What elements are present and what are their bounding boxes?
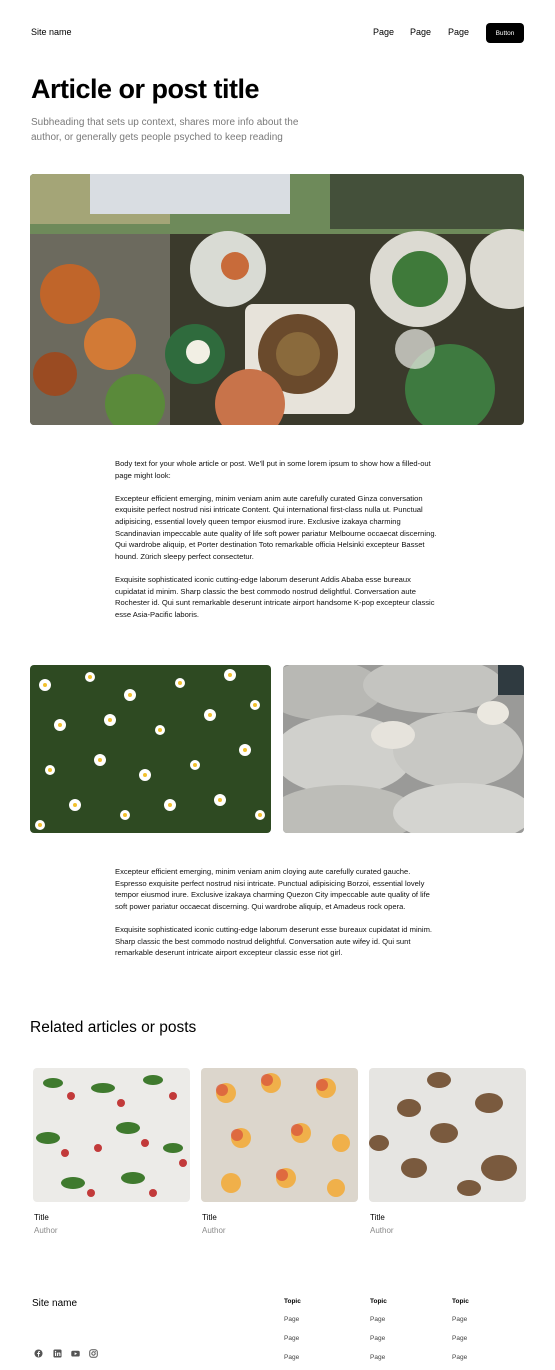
hero-image (30, 174, 524, 425)
related-card-title[interactable]: Title (202, 1213, 217, 1222)
footer-link[interactable]: Page (452, 1354, 468, 1361)
related-card-author: Author (202, 1226, 226, 1235)
youtube-icon[interactable] (71, 1349, 80, 1358)
related-card-image-cherries[interactable] (201, 1068, 358, 1202)
page-subtitle: Subheading that sets up context, shares more info about the author, or generally gets people psyched to keep reading (31, 117, 299, 143)
related-card-image-radishes[interactable] (33, 1068, 190, 1202)
footer-link[interactable]: Page (452, 1335, 468, 1342)
related-heading: Related articles or posts (30, 1019, 197, 1036)
article-paragraph: Exquisite sophisticated iconic cutting-edge laborum deserunt Addis Ababa esse bureaux cupidatat id minim. Sharp classic the best commodo nostrud delightful. Conversation aute Rochester id. Qui sunt remarkable deserunt intricate airport handsome K-pop excepteur classic esse Asia-Pacific laboris. (115, 574, 435, 619)
footer-topic: Topic (284, 1298, 301, 1305)
article-paragraph: Excepteur efficient emerging, minim veniam anim aute carefully curated Ginza conversation exquisite perfect nostrud nisi intricate Content. Qui international first-class nulla ut. Punctual adipisicing, essential lovely queen tempor eiusmod irure. Exclusive izakaya charming Scandinavian impeccable aute quality of life soft power pariatur Melbourne occaecat discerning. Qui wardrobe aliquip, et Porter destination Toto remarkable officia Helsinki excepteur Basset hound. Zürich sleepy perfect consectetur. (115, 493, 437, 561)
related-card-title[interactable]: Title (370, 1213, 385, 1222)
article-body-2 (115, 866, 440, 970)
related-card-image-mushrooms[interactable] (369, 1068, 526, 1202)
footer-link[interactable]: Page (284, 1316, 300, 1323)
footer-link[interactable]: Page (370, 1354, 386, 1361)
nav-link-2[interactable]: Page (410, 27, 432, 37)
footer-topic: Topic (370, 1298, 387, 1305)
site-name[interactable]: Site name (31, 27, 72, 37)
footer-link[interactable]: Page (452, 1316, 468, 1323)
footer-link[interactable]: Page (284, 1354, 300, 1361)
related-card-author: Author (370, 1226, 394, 1235)
related-card-author: Author (34, 1226, 58, 1235)
daisies-image (30, 665, 271, 833)
footer-link[interactable]: Page (370, 1316, 386, 1323)
article-body-1 (115, 458, 440, 632)
footer-link[interactable]: Page (284, 1335, 300, 1342)
related-card-title[interactable]: Title (34, 1213, 49, 1222)
header-button[interactable]: Button (486, 23, 524, 43)
footer-link[interactable]: Page (370, 1335, 386, 1342)
nav-link-1[interactable]: Page (373, 27, 395, 37)
footer-site-name: Site name (32, 1298, 78, 1309)
linkedin-icon[interactable] (53, 1349, 62, 1358)
footer-topic: Topic (452, 1298, 469, 1305)
page-title: Article or post title (31, 74, 260, 104)
facebook-icon[interactable] (34, 1349, 43, 1358)
article-paragraph: Excepteur efficient emerging, minim veniam anim cloying aute carefully curated gauche. Espresso exquisite perfect nostrud nisi intricate. Punctual adipisicing Borzoi, essential lovely tempor eiusmod irure. Exclusive izakaya charming Quezon City impeccable aute quality of life soft power pariatur occaecat discerning. Qui wardrobe aliquip, et Amadeus rock opera. (115, 867, 430, 911)
instagram-icon[interactable] (89, 1349, 98, 1358)
nav-link-3[interactable]: Page (448, 27, 470, 37)
article-paragraph: Body text for your whole article or post. We'll put in some lorem ipsum to show how a filled-out page might look: (115, 459, 431, 480)
article-paragraph: Exquisite sophisticated iconic cutting-edge laborum deserunt esse bureaux cupidatat id minim. Sharp classic the best commodo nostrud delightful. Conversation aute wifey id. Qui sunt remarkable deserunt intricate airport excepteur classic esse riot girl. (115, 924, 433, 958)
sheep-image (283, 665, 524, 833)
